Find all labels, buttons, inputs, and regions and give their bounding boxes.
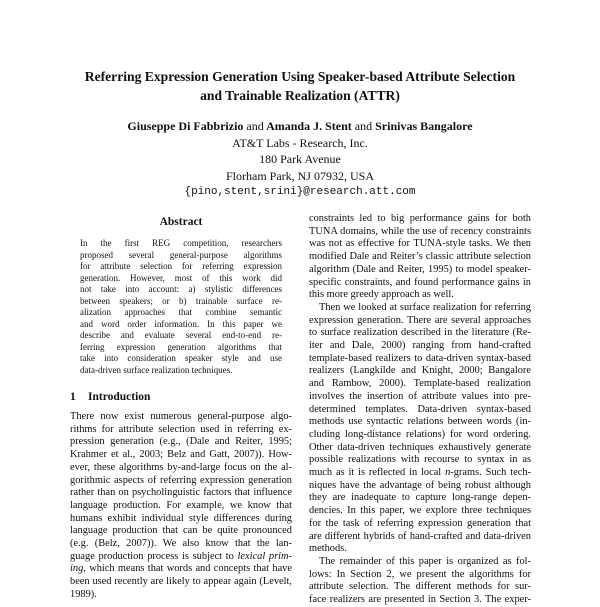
intro-line: language production. For example, we know that (70, 499, 292, 511)
right-paragraph-2 (309, 302, 531, 556)
abstract-line: for attribute selection for referring expression (80, 261, 282, 271)
intro-line: Krahmer et al., 2003; Belz and Gatt, 2007)). How- (70, 449, 292, 461)
address-city: Florham Park, NJ 07932, USA (225, 168, 374, 183)
right-column (309, 213, 531, 607)
author-and-1: and (246, 119, 264, 133)
author-3: Srinivas Bangalore (375, 119, 473, 133)
body-line: algorithm (Dale and Reiter, 1995) to model speaker- (309, 263, 531, 275)
body-line: this more greedy approach as well. (309, 289, 454, 301)
right-paragraph-1 (309, 213, 531, 302)
title-line-2: and Trainable Realization (ATTR) (200, 88, 400, 103)
math-n: n (445, 467, 451, 479)
intro-line: gorithmic aspects of referring expression generation (70, 474, 292, 486)
abstract-line: and word order information. In this paper we (80, 318, 282, 329)
intro-line: ever, these algorithms by-and-large focus on the al- (70, 461, 292, 473)
abstract-line: generation. However, most of this work did (80, 272, 282, 283)
intro-line (70, 551, 292, 564)
intro-line: language production that can be quite pronounced (70, 525, 292, 537)
abstract-line: proposed several general-purpose algorithms (80, 249, 282, 260)
body-line: expression generation. There are several approaches (309, 314, 531, 326)
author-2: Amanda J. Stent (266, 119, 352, 133)
abstract-line: In the first REG competition, researchers (80, 238, 282, 248)
author-names (40, 118, 560, 135)
body-line: niques have the advantage of being robust although (309, 479, 531, 491)
body-line-text: -grams. Such tech- (450, 467, 531, 479)
body-line: face realizers are presented in Section 3. The exper- (309, 594, 531, 606)
paper-title (40, 67, 560, 105)
body-line: involves the insertion of attribute values into pre- (309, 390, 531, 402)
abstract-line: describe and evaluate several end-to-end re- (80, 330, 282, 340)
intro-line: humans exhibit individual style differences during (70, 512, 292, 524)
abstract-line: ferring expression generation algorithms that (80, 341, 282, 352)
lexical-priming-term: lexical prim- (237, 550, 292, 562)
body-line: constraints led to big performance gains for both (309, 213, 531, 224)
intro-line-text: guage production process is subject to (70, 550, 234, 562)
intro-line: pression generation (e.g., (Dale and Reiter, 1995; (70, 436, 292, 448)
body-line: template-based realizers to data-driven syntax-based (309, 352, 531, 364)
body-line: they are inadequate to capture long-range depen- (309, 492, 531, 504)
section-number: 1 (70, 391, 76, 403)
body-line: was not as effective for TUNA-style tasks. We then (309, 238, 531, 250)
body-line: attribute selection. The different methods for sur- (309, 581, 531, 593)
body-line: methods use syntactic relations between words (in- (309, 416, 531, 428)
abstract-line: data-driven surface realization techniques. (80, 364, 233, 375)
section-heading-introduction (70, 389, 292, 405)
body-line: lows: In Section 2, we present the algorithms for (309, 568, 531, 580)
abstract-body (70, 238, 292, 376)
body-line: cluding long-distance relations) for word ordering. (309, 428, 531, 440)
abstract-line: between speakers; or b) trainable surface re- (80, 295, 282, 306)
body-line: methods. (309, 543, 347, 555)
body-line (309, 467, 531, 480)
abstract-line: take into consideration speaker style and use (80, 353, 282, 363)
abstract-line: not take into account: a) stylistic differences (80, 284, 282, 294)
intro-line: rather than on psycholinguistic factors that influence (70, 487, 292, 499)
body-line: to surface realization described in the literature (Re- (309, 327, 531, 339)
body-line: determined templates. Data-driven syntax-based (309, 403, 531, 415)
body-line: Other data-driven techniques exhaustively generate (309, 441, 531, 453)
affiliation: AT&T Labs - Research, Inc. (232, 135, 368, 150)
body-line: realizers (Langkilde and Knight, 2000; Bangalore (309, 365, 531, 377)
body-line: for the task of referring expression generation that (309, 517, 531, 529)
intro-line: been used recently are likely to appear again (Levelt, (70, 576, 292, 588)
body-line: iter and Dale, 2000) ranging from hand-crafted (309, 340, 531, 352)
section-title: Introduction (88, 391, 151, 403)
lexical-priming-term-end: ing (70, 563, 84, 575)
body-line: specific constraints, and found performance gains in (309, 276, 531, 288)
intro-line: There now exist numerous general-purpose algo- (70, 411, 292, 422)
body-line: modified Dale and Reiter’s classic attribute selection (309, 251, 531, 263)
body-line: Then we looked at surface realization for referring (319, 301, 531, 313)
title-line-1: Referring Expression Generation Using Speaker-based Attribute Selection (84, 69, 516, 84)
introduction-body (70, 411, 292, 602)
author-block (40, 118, 560, 201)
intro-line: (e.g. (Belz, 2007)). We also know that the lan- (70, 538, 292, 550)
abstract-line: alization approaches that combine semantic (80, 307, 282, 317)
intro-line: 1989). (70, 588, 97, 600)
body-line-text: much as it is reflected in local (309, 467, 442, 479)
body-line: and Rambow, 2000). Template-based realization (309, 378, 531, 390)
body-line: TUNA domains, while the use of recency constraints (309, 225, 531, 237)
intro-line-text: , which means that words and concepts that have (83, 563, 292, 575)
author-and-2: and (354, 119, 373, 133)
body-line: dencies. In this paper, we explore three techniques (309, 505, 531, 517)
author-1: Giuseppe Di Fabbrizio (127, 119, 244, 133)
intro-line (70, 563, 292, 576)
left-column (70, 213, 292, 602)
abstract-heading: Abstract (159, 216, 203, 228)
right-paragraph-3 (309, 556, 531, 607)
author-email: {pino,stent,srini}@research.att.com (184, 186, 416, 198)
body-line: possible realizations with recourse to syntax in as (309, 454, 531, 466)
body-line: are different hybrids of hand-crafted and data-driven (309, 530, 531, 542)
address-street: 180 Park Avenue (259, 152, 341, 166)
body-line: The remainder of this paper is organized as fol- (319, 555, 531, 567)
intro-line: rithms for attribute selection used in referring ex- (70, 423, 292, 435)
